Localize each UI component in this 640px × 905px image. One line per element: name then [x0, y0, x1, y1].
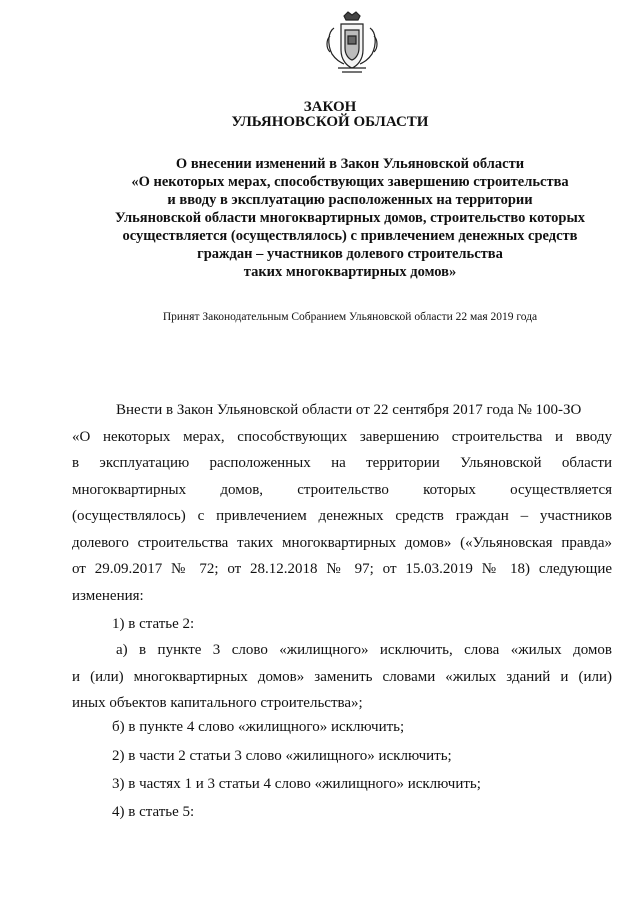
- body-line: а) в пункте 3 слово «жилищного» исключить, слова «жилых домов: [116, 642, 612, 658]
- amendment-item-1: 1) в статье 2:: [112, 616, 195, 632]
- amendment-item-2: 2) в части 2 статьи 3 слово «жилищного» исключить;: [112, 748, 452, 764]
- subject-line: таких многоквартирных домов»: [243, 264, 457, 280]
- body-line: Внести в Закон Ульяновской области от 22 сентября 2017 года № 100-ЗО: [116, 402, 582, 418]
- body-line: многоквартирных домов, строительство которых осуществляется: [72, 481, 612, 498]
- amendment-item-1b: б) в пункте 4 слово «жилищного» исключить;: [112, 719, 405, 735]
- document-title: ЗАКОН: [303, 99, 357, 115]
- body-line: иных объектов капитального строительства»;: [72, 695, 363, 711]
- body-line: долевого строительства таких многоквартирных домов» («Ульяновская правда»: [72, 534, 612, 551]
- amendment-item-4: 4) в статье 5:: [112, 804, 195, 820]
- document-region: УЛЬЯНОВСКОЙ ОБЛАСТИ: [231, 114, 429, 130]
- subject-line: граждан – участников долевого строительства: [197, 246, 503, 262]
- body-line: «О некоторых мерах, способствующих завершению строительства и вводу: [72, 428, 612, 445]
- body-line: в эксплуатацию расположенных на территории Ульяновской области: [72, 455, 612, 471]
- body-line: и (или) многоквартирных домов» заменить словами «жилых зданий и (или): [72, 668, 612, 685]
- adoption-note: Принят Законодательным Собранием Ульяновской области 22 мая 2019 года: [162, 311, 538, 323]
- body-line: изменения:: [72, 587, 144, 604]
- subject-line: О внесении изменений в Закон Ульяновской области: [175, 156, 525, 172]
- amendment-item-3: 3) в частях 1 и 3 статьи 4 слово «жилищного» исключить;: [112, 776, 481, 792]
- subject-line: Ульяновской области многоквартирных домов, строительство которых: [114, 210, 586, 226]
- body-line: (осуществлялось) с привлечением денежных средств граждан – участников: [72, 508, 612, 524]
- law-subject: [80, 155, 620, 281]
- subject-line: осуществляется (осуществлялось) с привлечением денежных средств: [122, 228, 578, 244]
- body-line: от 29.09.2017 № 72; от 28.12.2018 № 97; от 15.03.2019 № 18) следующие: [72, 561, 612, 577]
- coat-of-arms-icon: [324, 10, 380, 76]
- subject-line: «О некоторых мерах, способствующих завершению строительства: [131, 174, 569, 190]
- intro-paragraph: [72, 397, 612, 609]
- amendment-item-1a: [72, 637, 612, 717]
- subject-line: и вводу в эксплуатацию расположенных на территории: [167, 192, 533, 208]
